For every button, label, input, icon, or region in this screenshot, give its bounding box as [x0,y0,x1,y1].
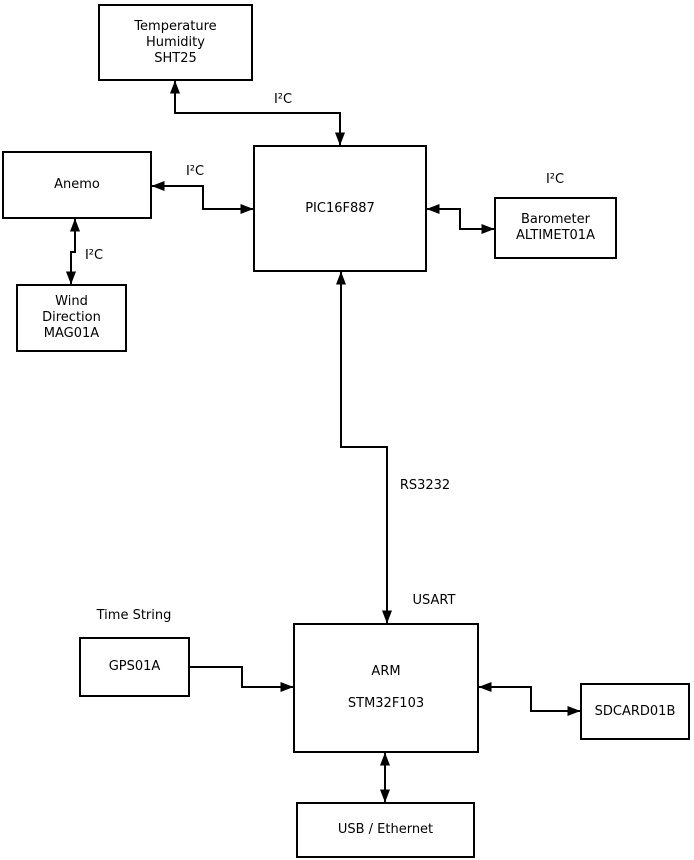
node-barometer [494,197,617,259]
node-sdcard-label: SDCARD01B [594,703,676,719]
node-wind-direction-sensor [16,284,127,352]
node-gps-module [79,637,190,697]
node-anemometer-label: Anemo [54,177,100,192]
connector-gps-arm-arrow [190,667,293,687]
connector-pic-temperature-arrow [175,81,340,145]
node-barometer-line-1: Barometer [521,212,590,227]
node-wind-direction-line-1: Wind [55,294,88,309]
connector-pic-anemometer-arrow [152,186,253,209]
node-barometer-line-2: ALTIMET01A [516,228,595,243]
node-pic-label: PIC16F887 [305,200,375,216]
node-sd-card [580,683,690,740]
label-i2c-barometer: I²C [545,172,565,187]
node-wind-direction-line-2: Direction [42,310,101,325]
node-anemometer [2,151,152,219]
node-usb-ethernet-label: USB / Ethernet [337,822,434,837]
label-i2c-wind-direction: I²C [84,248,104,263]
label-usart: USART [412,593,456,608]
node-microcontroller-pic [253,145,427,272]
connector-pic-arm-arrow [341,272,387,623]
node-gps-label: GPS01A [108,659,161,674]
node-temperature-line-3: SHT25 [154,50,197,66]
node-arm-line-1: ARM [371,664,401,679]
node-temperature-sensor [98,4,253,81]
label-time-string: Time String [96,608,172,623]
node-temperature-line-2: Humidity [146,34,205,50]
node-wind-direction-line-3: MAG01A [43,326,100,341]
connector-arm-sdcard-arrow [479,687,580,711]
node-microcontroller-arm [293,623,479,753]
connector-pic-barometer-arrow [427,209,494,229]
node-arm-line-2: STM32F103 [347,696,425,711]
node-temperature-line-1: Temperature [134,18,217,34]
label-rs3232: RS3232 [399,478,451,493]
connector-anemometer-wind-direction-arrow [71,219,75,284]
label-i2c-temperature: I²C [273,92,293,107]
label-i2c-anemometer: I²C [185,164,205,179]
node-usb-ethernet [296,802,475,858]
